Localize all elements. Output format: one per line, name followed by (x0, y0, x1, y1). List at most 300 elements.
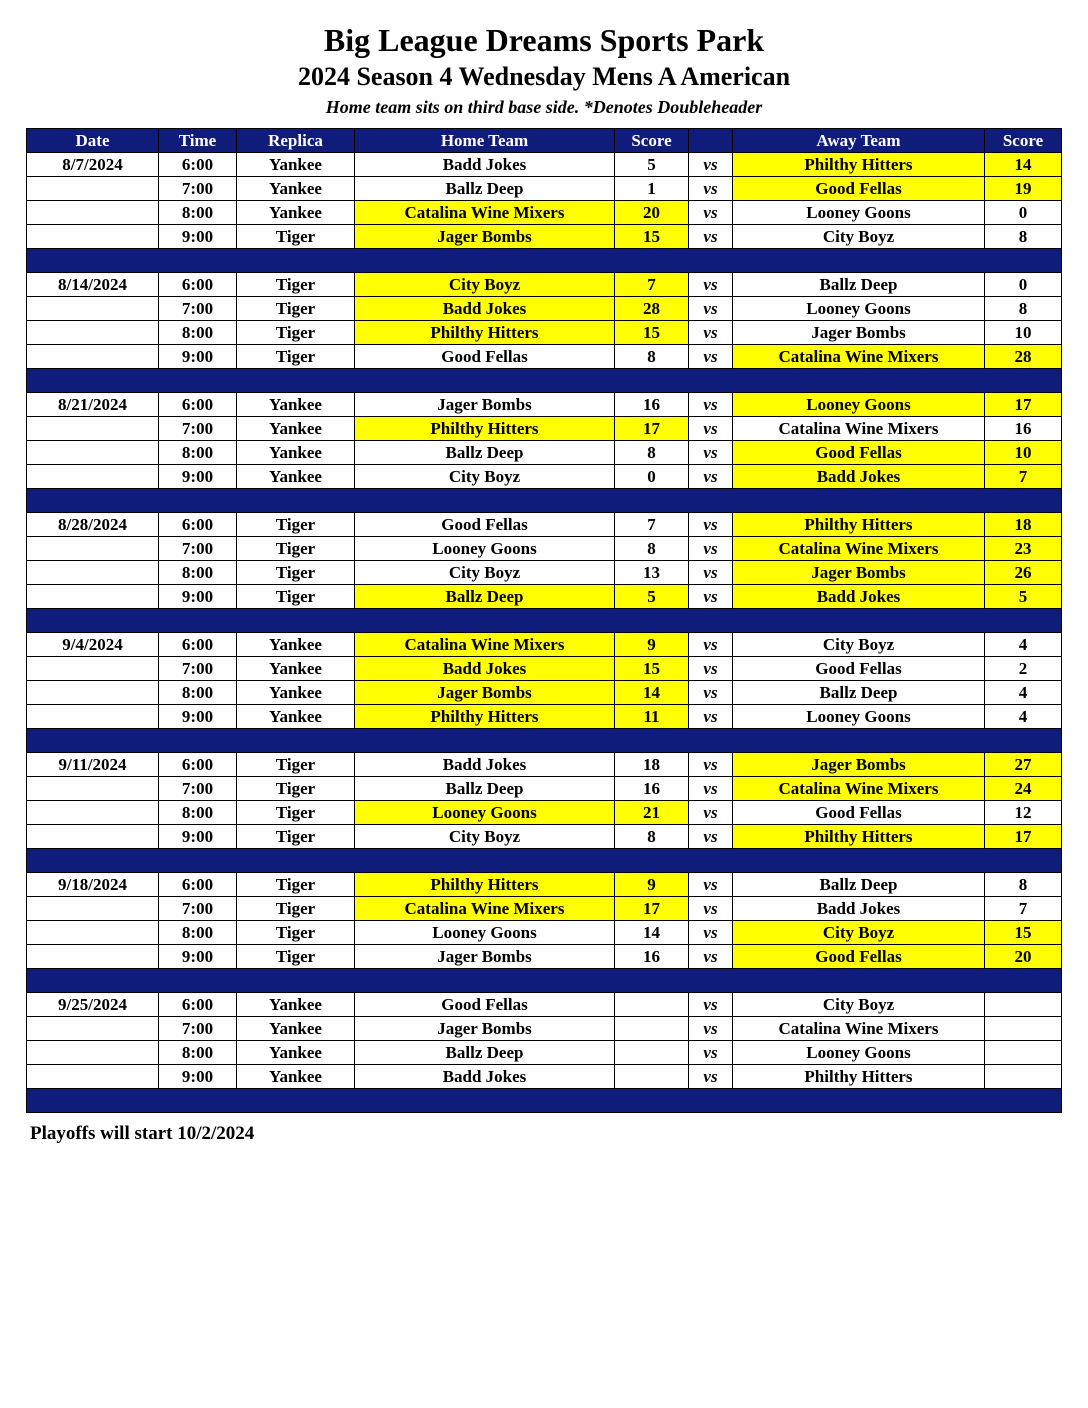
away-score-cell: 4 (985, 681, 1062, 705)
replica-cell: Yankee (237, 1065, 355, 1089)
replica-cell: Tiger (237, 825, 355, 849)
replica-cell: Yankee (237, 417, 355, 441)
vs-cell: vs (689, 753, 733, 777)
schedule-table (26, 128, 1062, 1113)
replica-cell: Tiger (237, 273, 355, 297)
home-score-cell: 1 (615, 177, 689, 201)
date-cell (27, 441, 159, 465)
time-cell: 9:00 (159, 1065, 237, 1089)
game-row (27, 921, 1062, 945)
date-cell (27, 825, 159, 849)
vs-cell: vs (689, 681, 733, 705)
home-team-cell: Catalina Wine Mixers (355, 633, 615, 657)
game-row (27, 945, 1062, 969)
away-team-cell: Looney Goons (733, 393, 985, 417)
replica-cell: Tiger (237, 897, 355, 921)
date-cell (27, 297, 159, 321)
date-cell: 8/7/2024 (27, 153, 159, 177)
game-row (27, 201, 1062, 225)
time-cell: 7:00 (159, 897, 237, 921)
time-cell: 8:00 (159, 561, 237, 585)
away-score-cell: 8 (985, 873, 1062, 897)
playoffs-note: Playoffs will start 10/2/2024 (30, 1123, 255, 1144)
home-score-cell: 8 (615, 345, 689, 369)
game-row (27, 777, 1062, 801)
home-team-cell: Jager Bombs (355, 1017, 615, 1041)
away-score-cell: 12 (985, 801, 1062, 825)
away-team-cell: Looney Goons (733, 297, 985, 321)
col-header-time: Time (159, 129, 237, 153)
away-team-cell: Looney Goons (733, 705, 985, 729)
home-score-cell: 5 (615, 585, 689, 609)
home-score-cell: 14 (615, 921, 689, 945)
home-score-cell: 9 (615, 633, 689, 657)
game-row (27, 897, 1062, 921)
away-score-cell: 23 (985, 537, 1062, 561)
home-score-cell: 18 (615, 753, 689, 777)
away-score-cell: 4 (985, 705, 1062, 729)
vs-cell: vs (689, 945, 733, 969)
time-cell: 9:00 (159, 225, 237, 249)
away-team-cell: Catalina Wine Mixers (733, 345, 985, 369)
away-score-cell: 8 (985, 297, 1062, 321)
replica-cell: Tiger (237, 537, 355, 561)
game-row (27, 561, 1062, 585)
date-cell (27, 681, 159, 705)
away-team-cell: Badd Jokes (733, 465, 985, 489)
date-cell (27, 585, 159, 609)
away-score-cell: 19 (985, 177, 1062, 201)
time-cell: 7:00 (159, 1017, 237, 1041)
away-team-cell: Looney Goons (733, 201, 985, 225)
time-cell: 6:00 (159, 273, 237, 297)
away-score-cell: 17 (985, 393, 1062, 417)
time-cell: 9:00 (159, 825, 237, 849)
home-team-cell: Ballz Deep (355, 441, 615, 465)
home-team-cell: City Boyz (355, 825, 615, 849)
page-title: Big League Dreams Sports Park (323, 22, 765, 58)
vs-cell: vs (689, 633, 733, 657)
home-score-cell: 9 (615, 873, 689, 897)
game-row (27, 825, 1062, 849)
vs-cell: vs (689, 561, 733, 585)
date-cell (27, 537, 159, 561)
home-team-cell: Jager Bombs (355, 225, 615, 249)
week-separator-row (27, 849, 1062, 873)
replica-cell: Tiger (237, 921, 355, 945)
game-row (27, 1017, 1062, 1041)
time-cell: 8:00 (159, 201, 237, 225)
home-team-cell: Catalina Wine Mixers (355, 897, 615, 921)
page-subtitle: 2024 Season 4 Wednesday Mens A American (297, 62, 791, 91)
away-team-cell: Jager Bombs (733, 561, 985, 585)
week-separator-row (27, 609, 1062, 633)
replica-cell: Yankee (237, 1017, 355, 1041)
game-row (27, 681, 1062, 705)
week-separator-row (27, 249, 1062, 273)
home-score-cell: 8 (615, 537, 689, 561)
replica-cell: Yankee (237, 441, 355, 465)
date-cell (27, 321, 159, 345)
home-score-cell: 8 (615, 825, 689, 849)
away-score-cell: 16 (985, 417, 1062, 441)
time-cell: 9:00 (159, 465, 237, 489)
home-score-cell: 17 (615, 417, 689, 441)
away-score-cell: 28 (985, 345, 1062, 369)
week-separator (27, 1089, 1062, 1113)
game-row (27, 273, 1062, 297)
game-row (27, 1041, 1062, 1065)
away-team-cell: Badd Jokes (733, 585, 985, 609)
replica-cell: Tiger (237, 585, 355, 609)
date-cell (27, 1041, 159, 1065)
away-score-cell: 26 (985, 561, 1062, 585)
replica-cell: Yankee (237, 465, 355, 489)
replica-cell: Yankee (237, 201, 355, 225)
away-team-cell: Jager Bombs (733, 753, 985, 777)
home-team-cell: City Boyz (355, 465, 615, 489)
vs-cell: vs (689, 153, 733, 177)
replica-cell: Yankee (237, 657, 355, 681)
game-row (27, 801, 1062, 825)
home-team-cell: Badd Jokes (355, 297, 615, 321)
date-cell: 9/25/2024 (27, 993, 159, 1017)
home-team-cell: City Boyz (355, 273, 615, 297)
date-cell (27, 657, 159, 681)
home-team-cell: Philthy Hitters (355, 321, 615, 345)
week-separator-row (27, 489, 1062, 513)
time-cell: 9:00 (159, 585, 237, 609)
game-row (27, 873, 1062, 897)
vs-cell: vs (689, 201, 733, 225)
game-row (27, 441, 1062, 465)
replica-cell: Yankee (237, 1041, 355, 1065)
vs-cell: vs (689, 393, 733, 417)
away-score-cell (985, 1041, 1062, 1065)
game-row (27, 657, 1062, 681)
home-team-cell: Philthy Hitters (355, 705, 615, 729)
week-separator (27, 609, 1062, 633)
replica-cell: Yankee (237, 393, 355, 417)
replica-cell: Tiger (237, 345, 355, 369)
col-header-home-team: Home Team (355, 129, 615, 153)
vs-cell: vs (689, 441, 733, 465)
game-row (27, 297, 1062, 321)
home-score-cell: 15 (615, 657, 689, 681)
vs-cell: vs (689, 345, 733, 369)
away-team-cell: Philthy Hitters (733, 153, 985, 177)
home-team-cell: Good Fellas (355, 993, 615, 1017)
away-score-cell: 7 (985, 897, 1062, 921)
away-score-cell: 24 (985, 777, 1062, 801)
game-row (27, 633, 1062, 657)
away-score-cell: 27 (985, 753, 1062, 777)
away-team-cell: Catalina Wine Mixers (733, 537, 985, 561)
home-team-cell: Catalina Wine Mixers (355, 201, 615, 225)
home-team-cell: Looney Goons (355, 537, 615, 561)
vs-cell: vs (689, 465, 733, 489)
away-team-cell: Ballz Deep (733, 273, 985, 297)
away-score-cell: 17 (985, 825, 1062, 849)
page-note: Home team sits on third base side. *Denotes Doubleheader (325, 97, 763, 117)
week-separator-row (27, 969, 1062, 993)
away-team-cell: Good Fellas (733, 657, 985, 681)
vs-cell: vs (689, 657, 733, 681)
away-team-cell: Catalina Wine Mixers (733, 1017, 985, 1041)
time-cell: 9:00 (159, 345, 237, 369)
game-row (27, 153, 1062, 177)
home-score-cell: 15 (615, 225, 689, 249)
vs-cell: vs (689, 993, 733, 1017)
home-score-cell: 8 (615, 441, 689, 465)
away-score-cell: 0 (985, 201, 1062, 225)
week-separator-row (27, 729, 1062, 753)
date-cell (27, 177, 159, 201)
time-cell: 9:00 (159, 705, 237, 729)
home-score-cell (615, 1065, 689, 1089)
vs-cell: vs (689, 417, 733, 441)
game-row (27, 585, 1062, 609)
home-score-cell: 20 (615, 201, 689, 225)
away-score-cell: 18 (985, 513, 1062, 537)
date-cell: 9/18/2024 (27, 873, 159, 897)
home-team-cell: Ballz Deep (355, 777, 615, 801)
home-score-cell: 16 (615, 777, 689, 801)
date-cell (27, 561, 159, 585)
away-score-cell: 15 (985, 921, 1062, 945)
time-cell: 8:00 (159, 681, 237, 705)
vs-cell: vs (689, 1065, 733, 1089)
week-separator (27, 369, 1062, 393)
vs-cell: vs (689, 297, 733, 321)
away-score-cell: 0 (985, 273, 1062, 297)
home-score-cell: 17 (615, 897, 689, 921)
home-score-cell (615, 1041, 689, 1065)
week-separator (27, 729, 1062, 753)
time-cell: 8:00 (159, 921, 237, 945)
replica-cell: Yankee (237, 633, 355, 657)
home-score-cell: 16 (615, 393, 689, 417)
home-score-cell: 28 (615, 297, 689, 321)
time-cell: 9:00 (159, 945, 237, 969)
away-score-cell: 2 (985, 657, 1062, 681)
date-cell (27, 417, 159, 441)
date-cell (27, 201, 159, 225)
vs-cell: vs (689, 177, 733, 201)
game-row (27, 177, 1062, 201)
vs-cell: vs (689, 537, 733, 561)
home-score-cell (615, 993, 689, 1017)
home-team-cell: Jager Bombs (355, 393, 615, 417)
week-separator (27, 849, 1062, 873)
schedule-table-body (27, 153, 1062, 1113)
week-separator-row (27, 369, 1062, 393)
date-cell: 8/14/2024 (27, 273, 159, 297)
replica-cell: Yankee (237, 153, 355, 177)
time-cell: 6:00 (159, 753, 237, 777)
away-score-cell: 7 (985, 465, 1062, 489)
game-row (27, 537, 1062, 561)
home-team-cell: Badd Jokes (355, 1065, 615, 1089)
date-cell (27, 225, 159, 249)
vs-cell: vs (689, 801, 733, 825)
replica-cell: Yankee (237, 681, 355, 705)
time-cell: 7:00 (159, 417, 237, 441)
replica-cell: Tiger (237, 801, 355, 825)
home-score-cell: 13 (615, 561, 689, 585)
home-team-cell: City Boyz (355, 561, 615, 585)
home-score-cell: 16 (615, 945, 689, 969)
away-score-cell: 5 (985, 585, 1062, 609)
home-team-cell: Jager Bombs (355, 681, 615, 705)
vs-cell: vs (689, 705, 733, 729)
away-team-cell: City Boyz (733, 921, 985, 945)
date-cell (27, 945, 159, 969)
home-team-cell: Badd Jokes (355, 753, 615, 777)
away-team-cell: Good Fellas (733, 945, 985, 969)
home-team-cell: Good Fellas (355, 345, 615, 369)
home-score-cell: 21 (615, 801, 689, 825)
away-score-cell (985, 1065, 1062, 1089)
vs-cell: vs (689, 1041, 733, 1065)
date-cell (27, 345, 159, 369)
vs-cell: vs (689, 825, 733, 849)
away-score-cell (985, 1017, 1062, 1041)
replica-cell: Yankee (237, 177, 355, 201)
col-header-away-team: Away Team (733, 129, 985, 153)
time-cell: 7:00 (159, 177, 237, 201)
home-score-cell: 7 (615, 273, 689, 297)
time-cell: 8:00 (159, 321, 237, 345)
away-team-cell: Good Fellas (733, 177, 985, 201)
away-team-cell: Philthy Hitters (733, 825, 985, 849)
time-cell: 8:00 (159, 441, 237, 465)
time-cell: 6:00 (159, 633, 237, 657)
header-row (27, 129, 1062, 153)
game-row (27, 753, 1062, 777)
date-cell (27, 705, 159, 729)
game-row (27, 465, 1062, 489)
home-score-cell (615, 1017, 689, 1041)
game-row (27, 705, 1062, 729)
vs-cell: vs (689, 321, 733, 345)
away-team-cell: Good Fellas (733, 801, 985, 825)
home-team-cell: Ballz Deep (355, 177, 615, 201)
week-separator (27, 249, 1062, 273)
col-header-away-score: Score (985, 129, 1062, 153)
away-team-cell: Looney Goons (733, 1041, 985, 1065)
replica-cell: Tiger (237, 945, 355, 969)
away-score-cell: 20 (985, 945, 1062, 969)
game-row (27, 417, 1062, 441)
col-header-replica: Replica (237, 129, 355, 153)
away-team-cell: City Boyz (733, 225, 985, 249)
replica-cell: Tiger (237, 513, 355, 537)
game-row (27, 1065, 1062, 1089)
date-cell (27, 921, 159, 945)
date-cell (27, 465, 159, 489)
home-team-cell: Jager Bombs (355, 945, 615, 969)
date-cell: 9/4/2024 (27, 633, 159, 657)
replica-cell: Tiger (237, 321, 355, 345)
date-cell (27, 801, 159, 825)
time-cell: 8:00 (159, 1041, 237, 1065)
date-cell: 8/28/2024 (27, 513, 159, 537)
vs-cell: vs (689, 585, 733, 609)
home-score-cell: 7 (615, 513, 689, 537)
date-cell (27, 897, 159, 921)
game-row (27, 225, 1062, 249)
away-score-cell: 10 (985, 441, 1062, 465)
week-separator (27, 489, 1062, 513)
home-score-cell: 14 (615, 681, 689, 705)
game-row (27, 345, 1062, 369)
game-row (27, 513, 1062, 537)
game-row (27, 393, 1062, 417)
replica-cell: Tiger (237, 777, 355, 801)
time-cell: 7:00 (159, 657, 237, 681)
away-team-cell: Philthy Hitters (733, 1065, 985, 1089)
home-team-cell: Good Fellas (355, 513, 615, 537)
week-separator (27, 969, 1062, 993)
vs-cell: vs (689, 897, 733, 921)
date-cell (27, 1065, 159, 1089)
away-team-cell: Good Fellas (733, 441, 985, 465)
date-cell: 8/21/2024 (27, 393, 159, 417)
away-score-cell: 4 (985, 633, 1062, 657)
replica-cell: Tiger (237, 297, 355, 321)
time-cell: 6:00 (159, 513, 237, 537)
col-header-date: Date (27, 129, 159, 153)
replica-cell: Tiger (237, 225, 355, 249)
replica-cell: Yankee (237, 705, 355, 729)
vs-cell: vs (689, 513, 733, 537)
time-cell: 6:00 (159, 873, 237, 897)
home-team-cell: Philthy Hitters (355, 873, 615, 897)
home-team-cell: Badd Jokes (355, 153, 615, 177)
replica-cell: Tiger (237, 561, 355, 585)
home-team-cell: Badd Jokes (355, 657, 615, 681)
time-cell: 6:00 (159, 393, 237, 417)
col-header-vs (689, 129, 733, 153)
away-score-cell (985, 993, 1062, 1017)
away-team-cell: Badd Jokes (733, 897, 985, 921)
schedule-table-head (27, 129, 1062, 153)
away-team-cell: Ballz Deep (733, 681, 985, 705)
home-team-cell: Ballz Deep (355, 1041, 615, 1065)
home-team-cell: Looney Goons (355, 921, 615, 945)
vs-cell: vs (689, 225, 733, 249)
home-score-cell: 0 (615, 465, 689, 489)
away-score-cell: 8 (985, 225, 1062, 249)
home-score-cell: 5 (615, 153, 689, 177)
vs-cell: vs (689, 777, 733, 801)
time-cell: 6:00 (159, 993, 237, 1017)
time-cell: 7:00 (159, 777, 237, 801)
home-score-cell: 11 (615, 705, 689, 729)
game-row (27, 321, 1062, 345)
col-header-home-score: Score (615, 129, 689, 153)
away-team-cell: City Boyz (733, 633, 985, 657)
time-cell: 7:00 (159, 537, 237, 561)
replica-cell: Yankee (237, 993, 355, 1017)
away-team-cell: Catalina Wine Mixers (733, 777, 985, 801)
game-row (27, 993, 1062, 1017)
away-team-cell: Philthy Hitters (733, 513, 985, 537)
page-header (26, 20, 1062, 120)
away-score-cell: 10 (985, 321, 1062, 345)
home-team-cell: Philthy Hitters (355, 417, 615, 441)
